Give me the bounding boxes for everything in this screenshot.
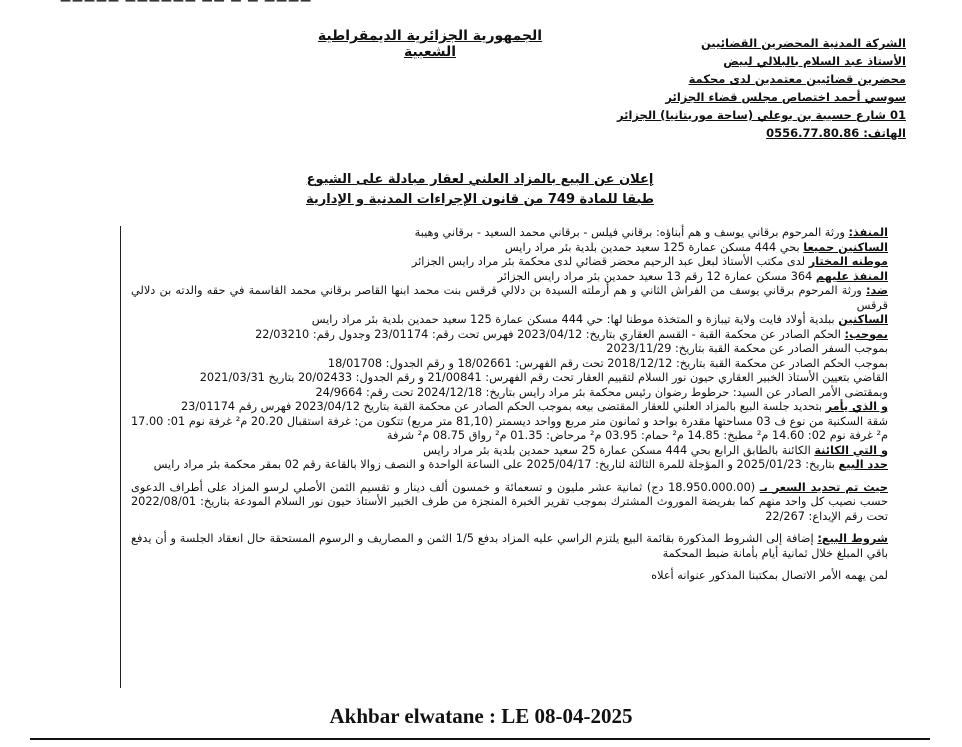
section-label: و الذي يأمر <box>825 400 888 413</box>
section-paragraph <box>131 241 888 256</box>
section-label: ضد: <box>866 284 888 297</box>
notice-title-block <box>305 170 655 210</box>
closing-paragraph <box>131 569 888 584</box>
section-text: القاضي بتعيين الأستاذ الخبير العقاري حيون نور السلام لتقييم العقار تحت رقم الفهرس: 21/00841 و رقم الجدول: 20/02433 بتاريخ 2021/03/31 <box>199 371 888 384</box>
section-label: بموجب: <box>844 327 888 341</box>
company-phone: الهاتف: 0556.77.80.86 <box>766 126 906 140</box>
section-paragraph <box>131 313 888 328</box>
section-paragraph <box>131 270 888 285</box>
notice-title: إعلان عن البيع بالمزاد العلني لعقار مبادلة على الشيوع <box>306 172 654 187</box>
spacer <box>131 524 888 532</box>
bailiff-office-block <box>576 34 906 142</box>
section-label: المنفذ عليهم <box>815 269 888 283</box>
section-text: ببلدية أولاد فايت ولاية تيبازة و المتخذة موطنا لها: حي 444 مسكن عمارة 125 سعيد حمدين بلدية بئر مراد رايس <box>311 313 835 326</box>
section-paragraph <box>131 284 888 313</box>
section-label: المنفذ: <box>848 226 888 239</box>
section-text: بموجب السفر الصادر عن محكمة القبة بتاريخ: 2023/11/29 <box>606 342 888 355</box>
section-paragraph <box>131 342 888 357</box>
section-label: حدد البيع <box>838 458 888 471</box>
publication-source: Akhbar elwatane : LE 08-04-2025 <box>329 704 633 728</box>
notice-subtitle: طبقا للمادة 749 من قانون الإجراءات المدنية و الإدارية <box>306 192 654 207</box>
section-paragraph <box>131 532 888 561</box>
section-label: و التي الكائنة <box>814 443 888 457</box>
republic-heading: الجمهورية الجزائرية الديمقراطية الشعبية <box>317 28 543 60</box>
section-paragraph <box>131 386 888 401</box>
section-paragraph <box>131 357 888 372</box>
section-text: بتاريخ: 2025/01/23 و المؤجلة للمرة الثالثة لتاريخ: 2025/04/17 على الساعة الواحدة و النصف زوالا بالقاعة رقم 02 بمقر محكمة بئر مراد رايس <box>153 458 835 471</box>
section-paragraph <box>131 255 888 270</box>
section-label: الساكنين <box>838 313 888 326</box>
bottom-rule <box>30 738 930 740</box>
section-text: (18.950.000.00 دج) ثمانية عشر مليون و تسعمائة و خمسون ألف دينار و تقسيم الثمن الأصلي لرسو المزاد على أطراف الدعوى حسب نصيب كل واحد منهم كما بفريضة الموروث المشترك بموجب تقرير الخبرة المنجزة من طرف الخبير الأستاذ حيون نور السلام المودعة بتاريخ: 2022/08/01 تحت رقم الإيداع: 22/267 <box>131 480 888 523</box>
section-label: شروط البيع: <box>817 532 889 545</box>
section-text: بموجب الحكم الصادر عن محكمة القبة بتاريخ: 2018/12/12 تحت رقم الفهرس: 18/02661 و رقم الجدول: 18/01708 <box>327 356 888 370</box>
company-line: الشركة المدنية المحضرين القضائيين <box>700 36 906 50</box>
spacer <box>131 561 888 569</box>
section-text: شقة السكنية من نوع ف 03 مساحتها مقدرة بواحد و ثمانون متر مربع وواحد ديسمتر (81,10 متر مربع) تتكون من: غرفة استقبال 20.20 م² غرفة نوم 01: 17.00 م² غرفة نوم 02: 14.60 م² مطبخ: 14.85 م² حمام: 03.95 م² مرحاض: 01.35 م² رواق 08.75 م² شرفة <box>131 414 888 442</box>
section-text: وبمقتضى الأمر الصادر عن السيد: حرطوط رضوان رئيس محكمة بئر مراد رايس بتاريخ: 2024/12/18 تحت رقم: 24/9664 <box>315 385 888 399</box>
clipped-header-text: ————— —————— —— — — ———— <box>60 0 313 7</box>
company-line: سوسي أحمد اختصاص مجلس قضاء الجزائر <box>665 90 906 104</box>
section-text: 364 مسكن عمارة 12 رقم 13 سعيد حمدين بئر مراد رايس الجزائر <box>497 269 813 283</box>
section-text: لدى مكتب الأستاذ لبعل عبد الرحيم محضر قضائي لدى محكمة بئر مراد رايس الجزائر <box>411 255 806 268</box>
section-paragraph <box>131 400 888 415</box>
section-text: ورثة المرحوم برقاني يوسف و هم أبناؤه: برقاني فيلس - برقاني محمد السعيد - برقاني وهيبة <box>414 226 845 239</box>
section-text: بحي 444 مسكن عمارة 125 سعيد حمدين بلدية بئر مراد رايس <box>504 240 800 254</box>
section-paragraph <box>131 226 888 241</box>
company-line: 01 شارع حسيبة بن بوعلي (ساحة موريتانيا) الجزائر <box>616 108 906 122</box>
section-paragraph <box>131 444 888 459</box>
section-paragraph <box>131 328 888 343</box>
section-paragraph <box>131 458 888 473</box>
section-text: ورثة المرحوم برقاني يوسف من الفراش الثاني و هم أرملته السيدة بن دلالي قرقس بنت محمد ابنها القاصر برقاني محمد القاسمة في حقه والدته بن دلالي قرقس <box>131 284 888 312</box>
company-line: محضرين قضائيين معتمدين لدى محكمة <box>688 72 906 86</box>
spacer <box>131 473 888 481</box>
section-label: حيث تم تحديد السعر بـ <box>759 480 888 494</box>
section-paragraph <box>131 415 888 444</box>
section-text: إضافة إلى الشروط المذكورة بقائمة البيع يلتزم الراسي عليه المزاد بدفع 1/5 الثمن و المصاريف و الرسوم المستحقة حال انعقاد الجلسة و أن يدفع باقي المبلغ خلال ثمانية أيام بأمانة ضبط المحكمة <box>131 532 888 560</box>
section-text: لمن يهمه الأمر الاتصال بمكتبنا المذكور عنوانه أعلاه <box>651 569 888 582</box>
section-text: بتحديد جلسة البيع بالمزاد العلني للعقار المقتضى بيعه بموجب الحكم الصادر عن محكمة القبة بتاريخ 2023/04/12 فهرس رقم 23/01174 <box>181 400 823 413</box>
section-label: موطنه المختار <box>808 255 888 268</box>
section-paragraph <box>131 371 888 386</box>
company-line: الأستاذ عبد السلام بالبلالي لبيض <box>723 54 906 68</box>
section-text: الكائنة بالطابق الرابع بحي 444 مسكن عمارة 25 سعيد حمدين بلدية بئر مراد رايس <box>423 443 811 457</box>
section-label: الساكنين جميعا <box>803 240 888 254</box>
notice-body <box>120 226 888 688</box>
section-paragraph <box>131 481 888 525</box>
section-text: الحكم الصادر عن محكمة القبة - القسم العقاري بتاريخ: 2023/04/12 فهرس تحت رقم: 23/01174 وجدول رقم: 22/03210 <box>255 327 841 341</box>
